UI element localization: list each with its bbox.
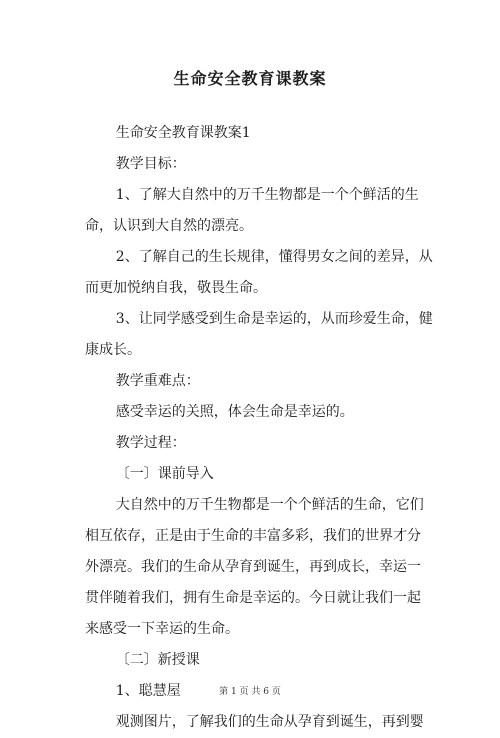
paragraph: 教学目标：	[115, 156, 186, 172]
paragraph: 2、了解自己的生长规律，懂得男女之间的差异，从而更加悦纳自我，敬畏生命。	[85, 249, 433, 296]
paragraph: 教学过程：	[115, 435, 186, 451]
paragraph: 〔二〕新授课	[115, 652, 200, 668]
section-heading: 生命安全教育课教案1	[115, 125, 251, 141]
paragraph: 〔一〕课前导入	[115, 466, 214, 482]
paragraph: 观测图片，了解我们的生命从孕育到诞生，再到婴	[115, 714, 424, 730]
document-body	[85, 118, 433, 738]
paragraph: 大自然中的万千生物都是一个个鲜活的生命，它们相互依存，正是由于生命的丰富多彩，我们的世界才分外漂亮。我们的生命从孕育到诞生，再到成长，幸运一贯伴随着我们，拥有生命是幸运的。今日就让我们一起来感受一下幸运的生命。	[85, 497, 424, 637]
paragraph: 教学重难点：	[115, 373, 200, 389]
paragraph: 感受幸运的关照，体会生命是幸运的。	[115, 404, 354, 420]
paragraph: 1、了解大自然中的万千生物都是一个个鲜活的生命，认识到大自然的漂亮。	[85, 187, 419, 234]
paragraph: 3、让同学感受到生命是幸运的，从而珍爱生命，健康成长。	[85, 311, 433, 358]
document-title: 生命安全教育课教案	[173, 69, 327, 88]
page-footer: 第 1 页 共 6 页	[219, 687, 281, 697]
paragraph: 1、聪慧屋	[115, 683, 181, 699]
